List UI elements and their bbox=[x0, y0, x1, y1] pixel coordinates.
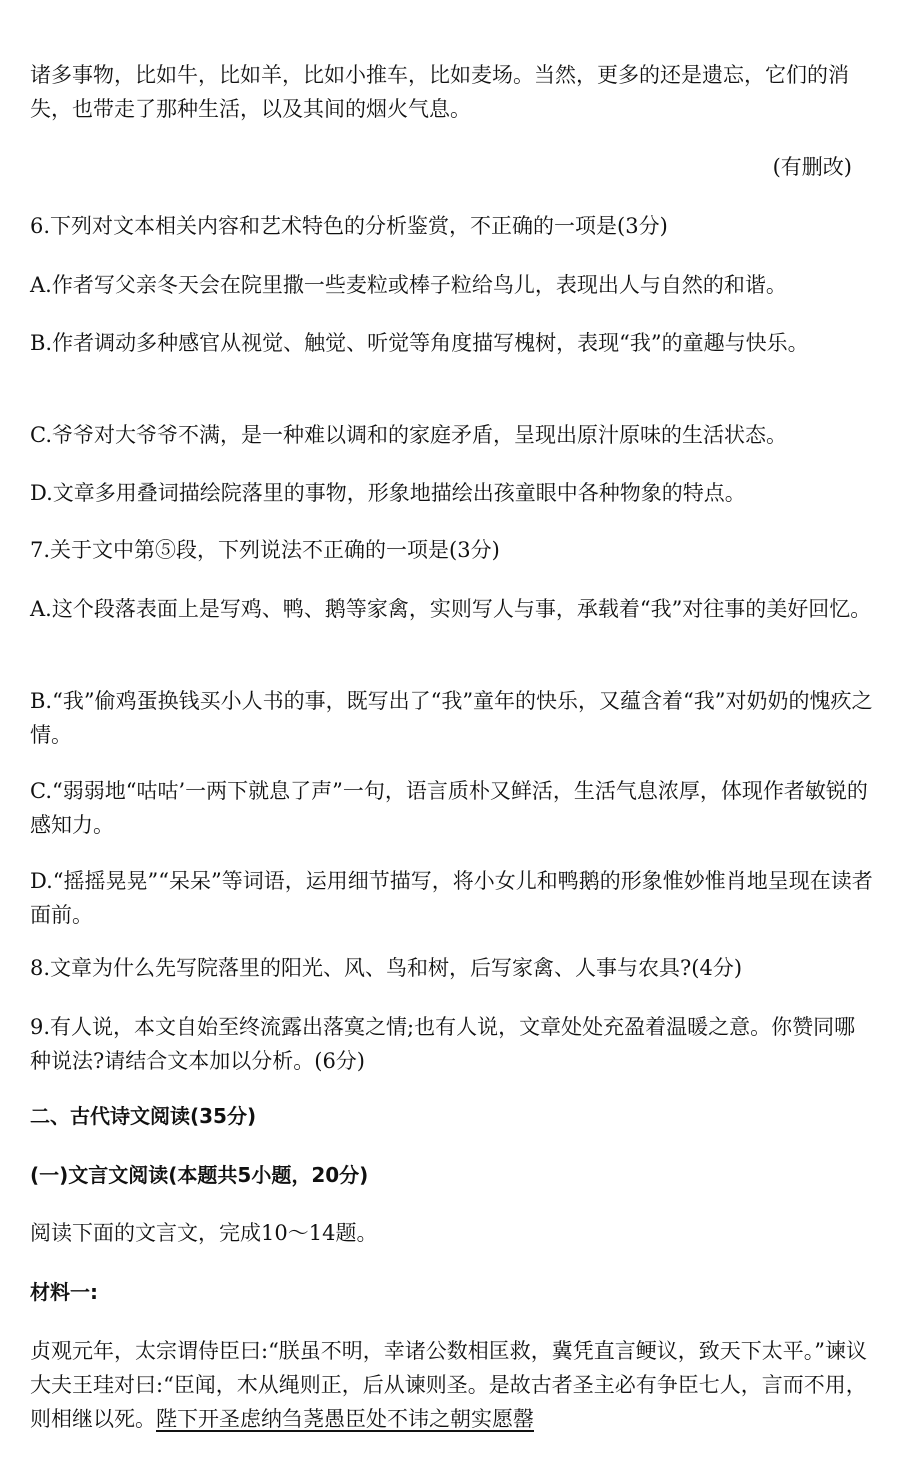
subsection-heading: (一)文言文阅读(本题共5小题，20分) bbox=[30, 1163, 369, 1187]
classical-passage-text: 贞观元年，太宗谓侍臣曰:“朕虽不明，幸诸公数相匡救，冀凭直言鲠议，致天下太平。”谏议大夫王珪对曰:“臣闻，木从绳则正，后从谏则圣。是故古者圣主必有争臣七人，言而不用，则相继以死。 bbox=[30, 1339, 868, 1431]
question-7-option-c: C.“弱弱地“咕咕’一两下就息了声”一句，语言质朴又鲜活，生活气息浓厚，体现作者敏锐的感知力。 bbox=[30, 779, 868, 837]
paragraph-ending: 诸多事物，比如牛，比如羊，比如小推车，比如麦场。当然，更多的还是遗忘，它们的消失，也带走了那种生活，以及其间的烟火气息。 bbox=[30, 63, 849, 121]
underlined-sentence: 陛下开圣虑纳刍荛愚臣处不讳之朝实愿罄 bbox=[156, 1407, 534, 1431]
question-7: 7.关于文中第⑤段，下列说法不正确的一项是(3分) bbox=[30, 538, 500, 562]
question-6-option-a: A.作者写父亲冬天会在院里撒一些麦粒或棒子粒给鸟儿，表现出人与自然的和谐。 bbox=[30, 273, 787, 297]
reading-instruction: 阅读下面的文言文，完成10～14题。 bbox=[30, 1221, 378, 1245]
classical-passage bbox=[30, 1334, 875, 1436]
material-label: 材料一: bbox=[30, 1280, 98, 1304]
question-7-option-d: D.“摇摇晃晃”“呆呆”等词语，运用细节描写，将小女儿和鸭鹅的形象惟妙惟肖地呈现在读者面前。 bbox=[30, 869, 873, 927]
question-7-option-b: B.“我”偷鸡蛋换钱买小人书的事，既写出了“我”童年的快乐，又蕴含着“我”对奶奶的愧疚之情。 bbox=[30, 689, 873, 747]
question-6-option-d: D.文章多用叠词描绘院落里的事物，形象地描绘出孩童眼中各种物象的特点。 bbox=[30, 481, 746, 505]
question-8: 8.文章为什么先写院落里的阳光、风、鸟和树，后写家禽、人事与农具?(4分) bbox=[30, 956, 743, 980]
source-note: (有删改) bbox=[772, 155, 852, 179]
question-9: 9.有人说，本文自始至终流露出落寞之情;也有人说，文章处处充盈着温暖之意。你赞同哪种说法?请结合文本加以分析。(6分) bbox=[30, 1015, 856, 1073]
section-heading: 二、古代诗文阅读(35分) bbox=[30, 1104, 257, 1128]
question-7-option-a: A.这个段落表面上是写鸡、鸭、鹅等家禽，实则写人与事，承载着“我”对往事的美好回忆。 bbox=[30, 597, 872, 621]
question-6-option-c: C.爷爷对大爷爷不满，是一种难以调和的家庭矛盾，呈现出原汁原味的生活状态。 bbox=[30, 423, 787, 447]
question-6: 6.下列对文本相关内容和艺术特色的分析鉴赏，不正确的一项是(3分) bbox=[30, 214, 668, 238]
question-6-option-b: B.作者调动多种感官从视觉、触觉、听觉等角度描写槐树，表现“我”的童趣与快乐。 bbox=[30, 331, 809, 355]
